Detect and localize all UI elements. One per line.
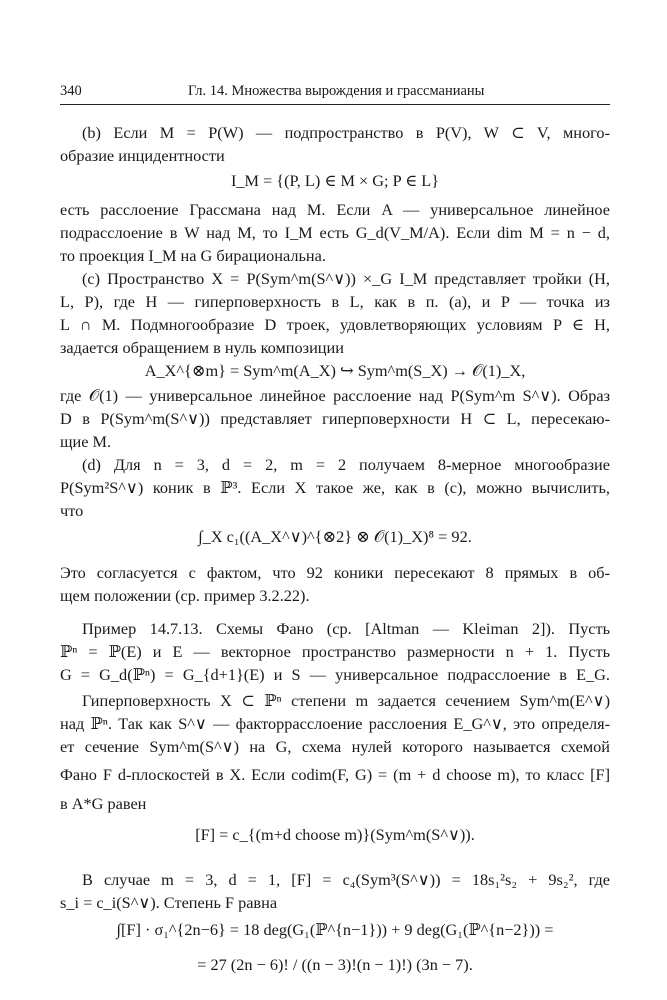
text-line-8: L ∩ M. Подмногообразие D троек, удовлетворяющих условиям P ∈ H, <box>60 315 610 334</box>
text-line-14: P(Sym²S^∨) коник в ℙ³. Если X такое же, как в (c), можно вычислить, <box>60 478 610 497</box>
text-line-21: над ℙⁿ. Так как S^∨ — факторрасслоение расслоения E_G^∨, это определя- <box>60 714 610 733</box>
text-line-25: В случае m = 3, d = 1, [F] = c₄(Sym³(S^∨)) = 18s₁²s₂ + 9s₂², где <box>82 870 610 889</box>
formula-integral-92: ∫_X c₁((A_X^∨)^{⊗2} ⊗ 𝒪(1)_X)⁸ = 92. <box>198 527 472 546</box>
formula-degree-2: = 27 (2n − 6)! / ((n − 3)!(n − 1)!) (3n − 7). <box>197 955 473 974</box>
text-line-16: Это согласуется с фактом, что 92 коники пересекают 8 прямых в об- <box>60 563 610 582</box>
text-line-1: (b) Если M = P(W) — подпространство в P(V), W ⊂ V, много- <box>82 123 610 142</box>
text-line-10: где 𝒪(1) — универсальное линейное расслоение над P(Sym^m S^∨). Образ <box>60 386 610 405</box>
text-line-20: Гиперповерхность X ⊂ ℙⁿ степени m задается сечением Sym^m(E^∨) <box>82 691 610 710</box>
text-line-15: что <box>60 501 84 520</box>
text-line-6: (c) Пространство X = P(Sym^m(S^∨)) ×_G I_M представляет тройки (H, <box>82 269 610 288</box>
formula-composition: A_X^{⊗m} = Sym^m(A_X) ↪ Sym^m(S_X) → 𝒪(1)_X, <box>144 361 526 380</box>
text-line-2: образие инцидентности <box>60 146 225 165</box>
header-rule <box>60 104 610 105</box>
text-line-17: щем положении (ср. пример 3.2.22). <box>60 586 310 605</box>
text-line-12: щие M. <box>60 432 112 451</box>
running-title: Гл. 14. Множества вырождения и грассманианы <box>188 83 485 99</box>
formula-degree-1: ∫[F] · σ₁^{2n−6} = 18 deg(G₁(ℙ^{n−1})) + 9 deg(G₁(ℙ^{n−2})) = <box>116 920 554 939</box>
text-line-22: ет сечение Sym^m(S^∨) на G, схема нулей которого называется схемой <box>60 737 610 756</box>
text-line-7: L, P), где H — гиперповерхность в L, как в п. (a), и P — точка из <box>60 292 610 311</box>
example-heading-line: Пример 14.7.13. Схемы Фано (ср. [Altman — Kleiman 2]). Пусть <box>82 619 610 638</box>
text-line-9: задается обращением в нуль композиции <box>60 338 344 357</box>
text-line-4: подрасслоение в W над M, то I_M есть G_d(V_M/A). Если dim M = n − d, <box>60 223 610 242</box>
text-line-11: D в P(Sym^m(S^∨)) представляет гиперповерхности H ⊂ L, пересекаю- <box>60 409 610 428</box>
text-line-3: есть расслоение Грассмана над M. Если A — универсальное линейное <box>60 200 610 219</box>
text-line-26: s_i = c_i(S^∨). Степень F равна <box>60 893 278 912</box>
text-line-23: Фано F d-плоскостей в X. Если codim(F, G) = (m + d choose m), то класс [F] <box>60 765 610 784</box>
page-number: 340 <box>60 83 82 99</box>
text-line-24: в A*G равен <box>60 794 147 813</box>
text-line-19: G = G_d(ℙⁿ) = G_{d+1}(E) и S — универсальное подрасслоение в E_G. <box>60 665 610 684</box>
text-line-13: (d) Для n = 3, d = 2, m = 2 получаем 8-мерное многообразие <box>82 455 610 474</box>
formula-class-F: [F] = c_{(m+d choose m)}(Sym^m(S^∨)). <box>195 825 475 844</box>
text-line-18: ℙⁿ = ℙ(E) и E — векторное пространство размерности n + 1. Пусть <box>60 642 610 661</box>
text-line-5: то проекция I_M на G бирациональна. <box>60 246 326 265</box>
formula-incidence: I_M = {(P, L) ∈ M × G; P ∈ L} <box>230 171 440 190</box>
